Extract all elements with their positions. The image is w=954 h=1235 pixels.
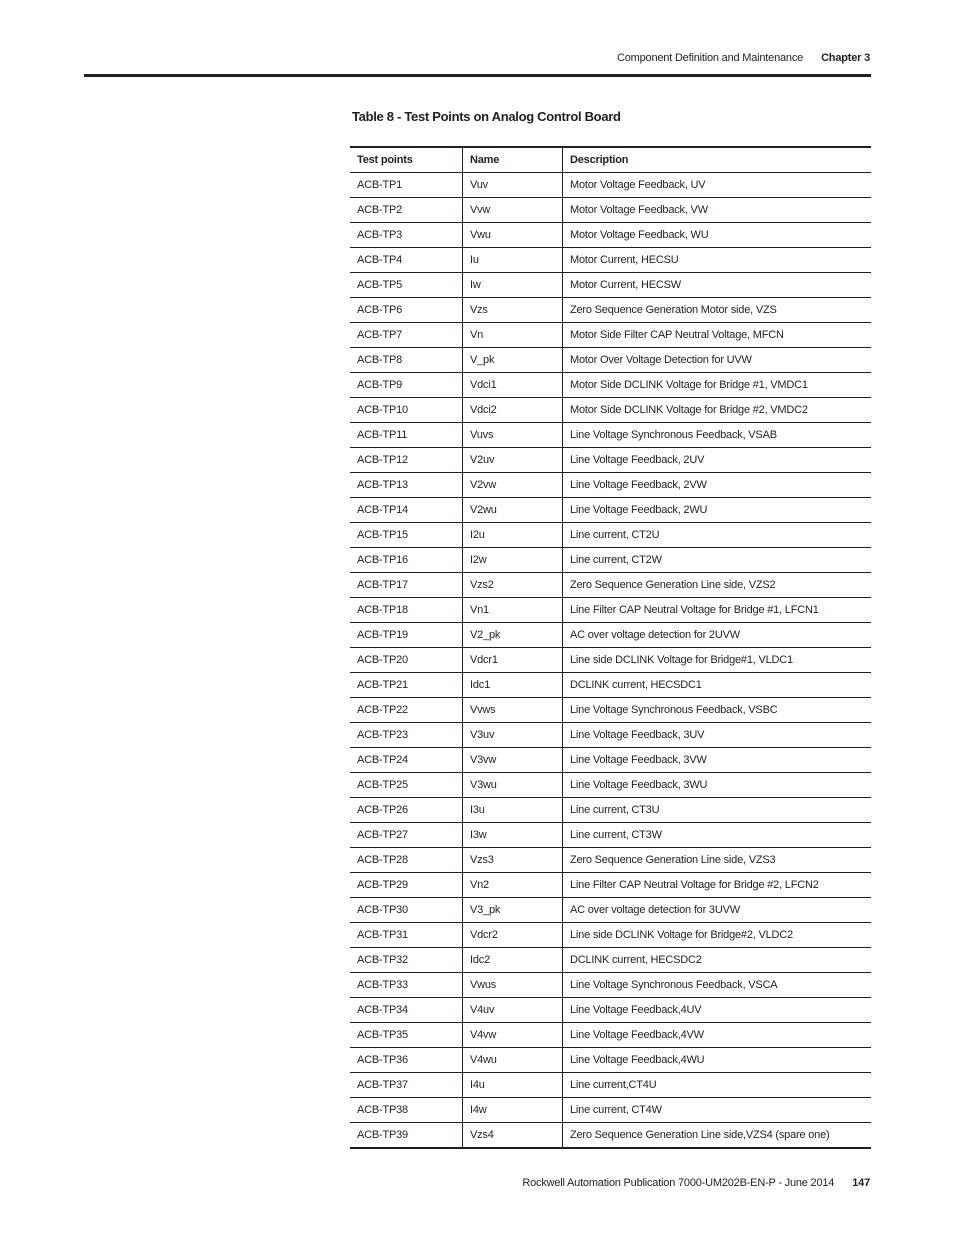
name-cell: Vwus: [463, 973, 563, 998]
table-row: [350, 1123, 871, 1149]
description-cell: Line current, CT3W: [563, 823, 872, 848]
test-point-cell: ACB-TP39: [350, 1123, 463, 1149]
table-row: [350, 273, 871, 298]
name-cell: V3_pk: [463, 898, 563, 923]
description-cell: Motor Side DCLINK Voltage for Bridge #2, VMDC2: [563, 398, 872, 423]
test-point-cell: ACB-TP12: [350, 448, 463, 473]
name-cell: Vdci2: [463, 398, 563, 423]
table-row: [350, 548, 871, 573]
description-cell: Line current, CT2U: [563, 523, 872, 548]
description-cell: Motor Current, HECSW: [563, 273, 872, 298]
table-row: [350, 648, 871, 673]
test-point-cell: ACB-TP25: [350, 773, 463, 798]
test-point-cell: ACB-TP29: [350, 873, 463, 898]
test-point-cell: ACB-TP20: [350, 648, 463, 673]
table-row: [350, 248, 871, 273]
table-row: [350, 673, 871, 698]
description-cell: DCLINK current, HECSDC2: [563, 948, 872, 973]
name-cell: Vzs4: [463, 1123, 563, 1149]
table-row: [350, 373, 871, 398]
table-row: [350, 623, 871, 648]
test-point-cell: ACB-TP22: [350, 698, 463, 723]
table-row: [350, 1048, 871, 1073]
description-cell: Line Voltage Feedback, 3WU: [563, 773, 872, 798]
test-point-cell: ACB-TP18: [350, 598, 463, 623]
table-row: [350, 448, 871, 473]
test-point-cell: ACB-TP28: [350, 848, 463, 873]
name-cell: V2wu: [463, 498, 563, 523]
test-point-cell: ACB-TP33: [350, 973, 463, 998]
description-cell: Zero Sequence Generation Line side,VZS4 (spare one): [563, 1123, 872, 1149]
table-row: [350, 948, 871, 973]
name-cell: Vn1: [463, 598, 563, 623]
table-row: [350, 423, 871, 448]
table-row: [350, 798, 871, 823]
table-row: [350, 1098, 871, 1123]
test-point-cell: ACB-TP37: [350, 1073, 463, 1098]
table-row: [350, 873, 871, 898]
description-cell: Line current, CT2W: [563, 548, 872, 573]
test-point-cell: ACB-TP24: [350, 748, 463, 773]
name-cell: V4wu: [463, 1048, 563, 1073]
column-header-name: Name: [463, 147, 563, 173]
chapter-label: Chapter 3: [821, 52, 870, 64]
description-cell: Line Voltage Feedback,4UV: [563, 998, 872, 1023]
table-row: [350, 998, 871, 1023]
test-point-cell: ACB-TP9: [350, 373, 463, 398]
test-point-cell: ACB-TP7: [350, 323, 463, 348]
name-cell: V3wu: [463, 773, 563, 798]
header-rule: [84, 74, 871, 77]
test-point-cell: ACB-TP6: [350, 298, 463, 323]
name-cell: Vdcr2: [463, 923, 563, 948]
test-point-cell: ACB-TP35: [350, 1023, 463, 1048]
test-point-cell: ACB-TP16: [350, 548, 463, 573]
table-row: [350, 573, 871, 598]
description-cell: DCLINK current, HECSDC1: [563, 673, 872, 698]
test-point-cell: ACB-TP8: [350, 348, 463, 373]
description-cell: Line Voltage Feedback,4WU: [563, 1048, 872, 1073]
table-row: [350, 1073, 871, 1098]
test-point-cell: ACB-TP27: [350, 823, 463, 848]
name-cell: V2uv: [463, 448, 563, 473]
column-header-test-points: Test points: [350, 147, 463, 173]
table-row: [350, 198, 871, 223]
table-row: [350, 323, 871, 348]
test-point-cell: ACB-TP1: [350, 173, 463, 198]
name-cell: V4uv: [463, 998, 563, 1023]
description-cell: Zero Sequence Generation Line side, VZS2: [563, 573, 872, 598]
description-cell: Motor Current, HECSU: [563, 248, 872, 273]
description-cell: Motor Over Voltage Detection for UVW: [563, 348, 872, 373]
description-cell: Line Voltage Feedback,4VW: [563, 1023, 872, 1048]
description-cell: AC over voltage detection for 2UVW: [563, 623, 872, 648]
name-cell: Vzs3: [463, 848, 563, 873]
name-cell: Vzs2: [463, 573, 563, 598]
test-point-cell: ACB-TP26: [350, 798, 463, 823]
name-cell: I4u: [463, 1073, 563, 1098]
name-cell: Iw: [463, 273, 563, 298]
table-row: [350, 173, 871, 198]
section-title: Component Definition and Maintenance: [617, 52, 804, 64]
description-cell: Line Voltage Feedback, 2UV: [563, 448, 872, 473]
table-row: [350, 723, 871, 748]
name-cell: Vn: [463, 323, 563, 348]
description-cell: Zero Sequence Generation Motor side, VZS: [563, 298, 872, 323]
description-cell: Line current, CT4W: [563, 1098, 872, 1123]
table-row: [350, 473, 871, 498]
test-points-table: [350, 146, 871, 1149]
description-cell: Line current,CT4U: [563, 1073, 872, 1098]
description-cell: Line side DCLINK Voltage for Bridge#2, VLDC2: [563, 923, 872, 948]
table-caption: Table 8 - Test Points on Analog Control Board: [352, 109, 621, 124]
page-footer: [522, 1177, 870, 1189]
test-point-cell: ACB-TP21: [350, 673, 463, 698]
description-cell: AC over voltage detection for 3UVW: [563, 898, 872, 923]
running-header: [617, 52, 870, 64]
description-cell: Line current, CT3U: [563, 798, 872, 823]
name-cell: I2u: [463, 523, 563, 548]
table-row: [350, 223, 871, 248]
name-cell: Vdcr1: [463, 648, 563, 673]
test-point-cell: ACB-TP31: [350, 923, 463, 948]
test-point-cell: ACB-TP36: [350, 1048, 463, 1073]
name-cell: I3u: [463, 798, 563, 823]
description-cell: Motor Side DCLINK Voltage for Bridge #1, VMDC1: [563, 373, 872, 398]
test-point-cell: ACB-TP23: [350, 723, 463, 748]
test-point-cell: ACB-TP13: [350, 473, 463, 498]
table-row: [350, 523, 871, 548]
test-point-cell: ACB-TP30: [350, 898, 463, 923]
table-body: [350, 173, 871, 1149]
test-point-cell: ACB-TP4: [350, 248, 463, 273]
column-header-description: Description: [563, 147, 872, 173]
description-cell: Motor Voltage Feedback, WU: [563, 223, 872, 248]
table-row: [350, 973, 871, 998]
name-cell: Iu: [463, 248, 563, 273]
table-header-row: [350, 147, 871, 173]
name-cell: Vwu: [463, 223, 563, 248]
description-cell: Line Voltage Synchronous Feedback, VSCA: [563, 973, 872, 998]
test-point-cell: ACB-TP11: [350, 423, 463, 448]
publication-info: Rockwell Automation Publication 7000-UM202B-EN-P - June 2014: [522, 1177, 835, 1189]
name-cell: I3w: [463, 823, 563, 848]
test-point-cell: ACB-TP2: [350, 198, 463, 223]
name-cell: Vvw: [463, 198, 563, 223]
name-cell: Idc1: [463, 673, 563, 698]
name-cell: V2vw: [463, 473, 563, 498]
table-row: [350, 498, 871, 523]
test-point-cell: ACB-TP38: [350, 1098, 463, 1123]
test-point-cell: ACB-TP5: [350, 273, 463, 298]
test-point-cell: ACB-TP10: [350, 398, 463, 423]
name-cell: V3vw: [463, 748, 563, 773]
name-cell: V4vw: [463, 1023, 563, 1048]
description-cell: Line Voltage Feedback, 3UV: [563, 723, 872, 748]
description-cell: Line Filter CAP Neutral Voltage for Bridge #1, LFCN1: [563, 598, 872, 623]
description-cell: Line side DCLINK Voltage for Bridge#1, VLDC1: [563, 648, 872, 673]
description-cell: Line Voltage Feedback, 3VW: [563, 748, 872, 773]
table-row: [350, 823, 871, 848]
description-cell: Zero Sequence Generation Line side, VZS3: [563, 848, 872, 873]
name-cell: Vvws: [463, 698, 563, 723]
name-cell: V_pk: [463, 348, 563, 373]
description-cell: Motor Side Filter CAP Neutral Voltage, MFCN: [563, 323, 872, 348]
name-cell: V3uv: [463, 723, 563, 748]
test-point-cell: ACB-TP19: [350, 623, 463, 648]
table-row: [350, 773, 871, 798]
name-cell: Vdci1: [463, 373, 563, 398]
table-row: [350, 748, 871, 773]
description-cell: Motor Voltage Feedback, VW: [563, 198, 872, 223]
description-cell: Line Voltage Synchronous Feedback, VSAB: [563, 423, 872, 448]
test-point-cell: ACB-TP15: [350, 523, 463, 548]
description-cell: Line Voltage Feedback, 2WU: [563, 498, 872, 523]
name-cell: Vzs: [463, 298, 563, 323]
table-row: [350, 348, 871, 373]
table-row: [350, 598, 871, 623]
description-cell: Motor Voltage Feedback, UV: [563, 173, 872, 198]
table-row: [350, 398, 871, 423]
table-row: [350, 298, 871, 323]
test-point-cell: ACB-TP17: [350, 573, 463, 598]
name-cell: I4w: [463, 1098, 563, 1123]
name-cell: Vuv: [463, 173, 563, 198]
description-cell: Line Voltage Feedback, 2VW: [563, 473, 872, 498]
name-cell: V2_pk: [463, 623, 563, 648]
name-cell: Vuvs: [463, 423, 563, 448]
table-row: [350, 1023, 871, 1048]
name-cell: I2w: [463, 548, 563, 573]
table-row: [350, 848, 871, 873]
name-cell: Idc2: [463, 948, 563, 973]
name-cell: Vn2: [463, 873, 563, 898]
table-row: [350, 898, 871, 923]
test-point-cell: ACB-TP34: [350, 998, 463, 1023]
test-point-cell: ACB-TP32: [350, 948, 463, 973]
table-row: [350, 923, 871, 948]
description-cell: Line Voltage Synchronous Feedback, VSBC: [563, 698, 872, 723]
page-number: 147: [852, 1177, 870, 1189]
description-cell: Line Filter CAP Neutral Voltage for Bridge #2, LFCN2: [563, 873, 872, 898]
test-point-cell: ACB-TP3: [350, 223, 463, 248]
table-row: [350, 698, 871, 723]
test-point-cell: ACB-TP14: [350, 498, 463, 523]
